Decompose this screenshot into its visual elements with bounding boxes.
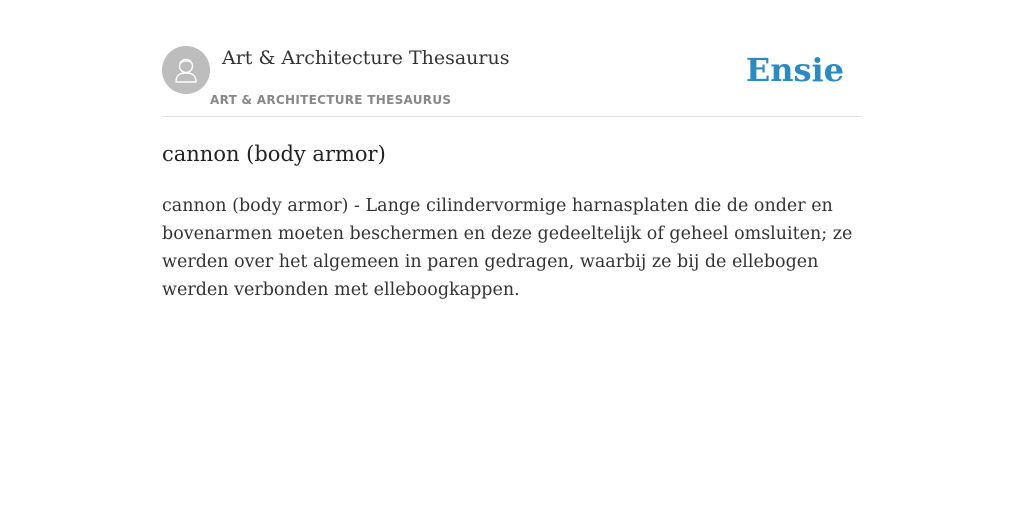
source-title-link[interactable]: Art & Architecture Thesaurus — [222, 47, 510, 69]
brand-logo[interactable]: Ensie — [745, 51, 844, 89]
user-avatar-icon — [162, 46, 210, 94]
entry-title: cannon (body armor) — [162, 142, 386, 166]
source-subtitle-link[interactable]: ART & ARCHITECTURE THESAURUS — [210, 93, 452, 107]
entry-definition: cannon (body armor) - Lange cilindervormige harnasplaten die de onder en bovenarmen moeten beschermen en deze gedeeltelijk of geheel omsluiten; ze werden over het algemeen in paren gedragen, waarbij ze bij de ellebogen werden verbonden met elleboogkappen. — [162, 196, 853, 300]
source-avatar[interactable] — [162, 46, 210, 94]
source-header — [162, 46, 862, 117]
